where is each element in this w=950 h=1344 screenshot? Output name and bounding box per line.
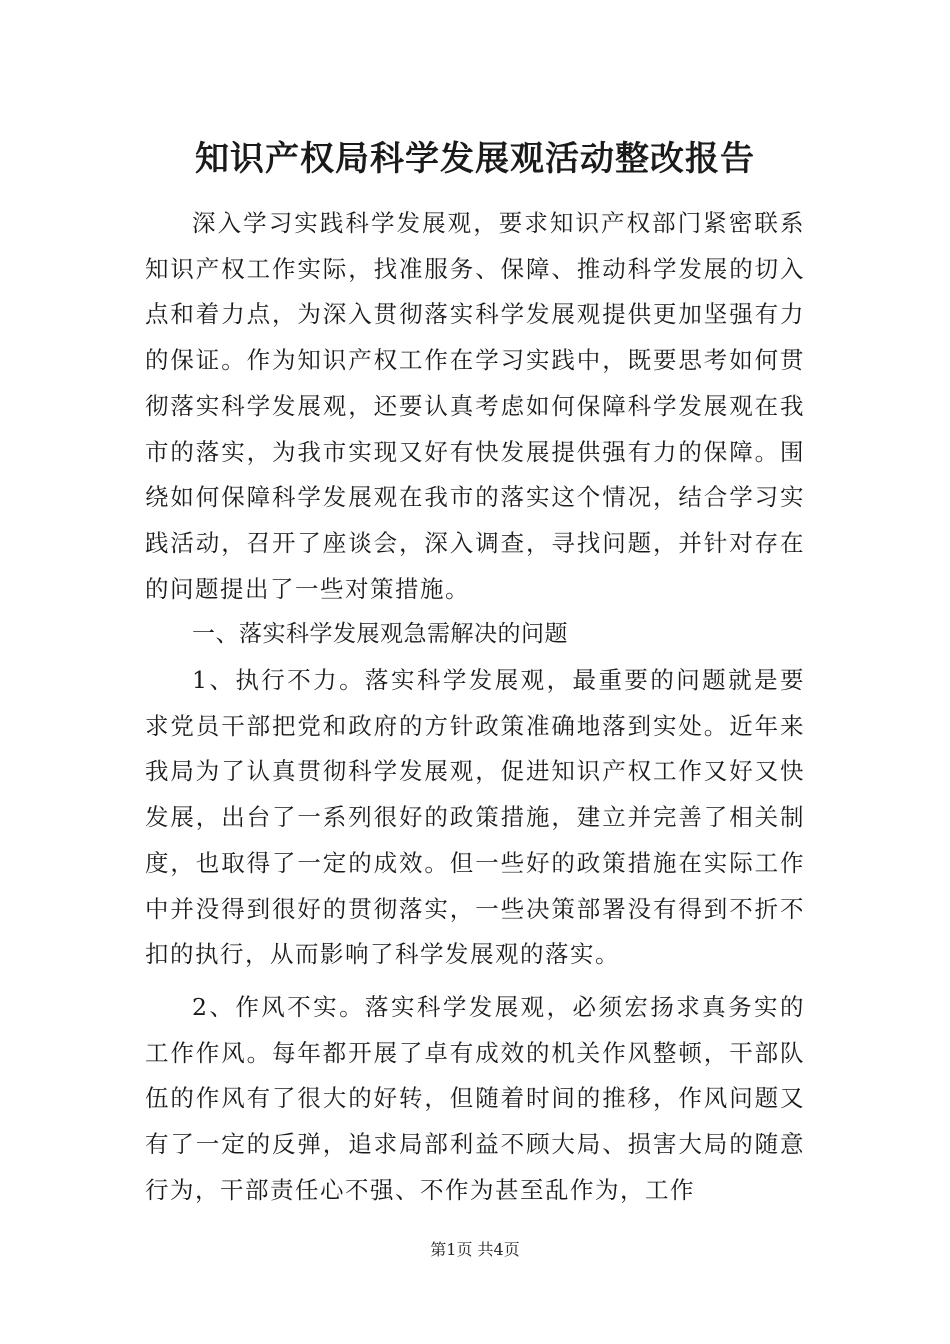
page-footer (0, 1238, 950, 1262)
intro-paragraph: 深入学习实践科学发展观，要求知识产权部门紧密联系知识产权工作实际，找准服务、保障、推动科学发展的切入点和着力点，为深入贯彻落实科学发展观提供更加坚强有力的保证。作为知识产权工作在学习实践中，既要思考如何贯彻落实科学发展观，还要认真考虑如何保障科学发展观在我市的落实，为我市实现又好有快发展提供强有力的保障。围绕如何保障科学发展观在我市的落实这个情况，结合学习实践活动，召开了座谈会，深入调查，寻找问题，并针对存在的问题提出了一些对策措施。 (145, 209, 805, 603)
body-paragraph-1: 1、执行不力。落实科学发展观，最重要的问题就是要求党员干部把党和政府的方针政策准确地落到实处。近年来我局为了认真贯彻科学发展观，促进知识产权工作又好又快发展，出台了一系列很好的政策措施，建立并完善了相关制度，也取得了一定的成效。但一些好的政策措施在实际工作中并没得到很好的贯彻落实，一些决策部署没有得到不折不扣的执行，从而影响了科学发展观的落实。 (145, 666, 805, 969)
page-number: 第1页 共4页 (430, 1240, 520, 1259)
document-body (145, 201, 805, 1213)
document-title: 知识产权局科学发展观活动整改报告 (195, 139, 755, 179)
body-paragraph-2: 2、作风不实。落实科学发展观，必须宏扬求真务实的工作作风。每年都开展了卓有成效的机关作风整顿，干部队伍的作风有了很大的好转，但随着时间的推移，作风问题又有了一定的反弹，追求局部利益不顾大局、损害大局的随意行为，干部责任心不强、不作为甚至乱作为，工作 (145, 992, 805, 1204)
section-heading: 一、落实科学发展观急需解决的问题 (192, 621, 568, 648)
